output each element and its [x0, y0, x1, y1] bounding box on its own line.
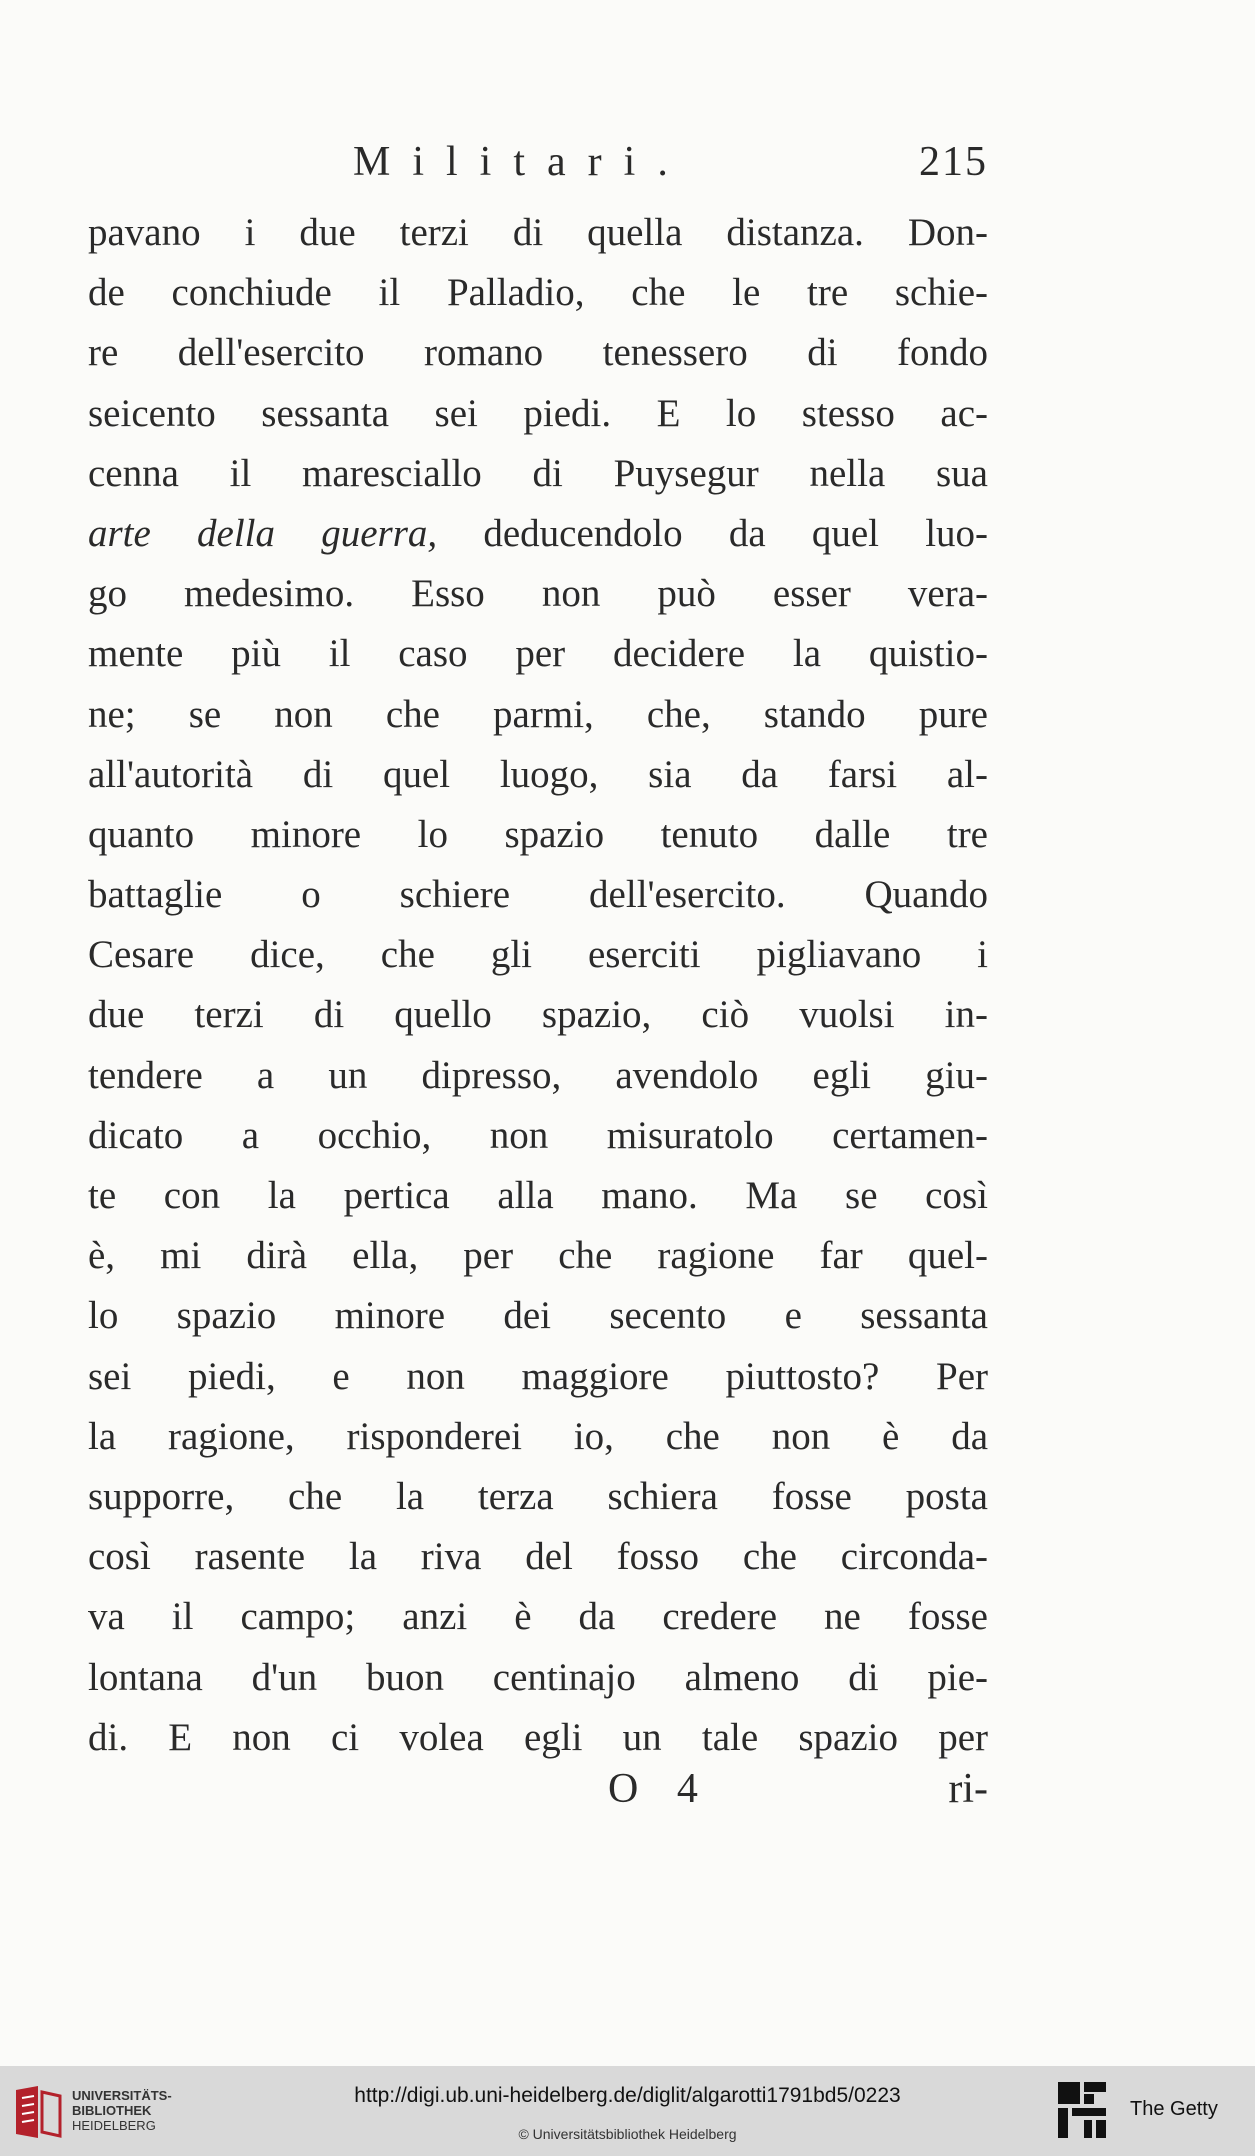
text-line: go medesimo. Esso non può esser vera-: [88, 572, 988, 616]
text-line: due terzi di quello spazio, ciò vuolsi in-: [88, 993, 988, 1037]
text-line: all'autorità di quel luogo, sia da farsi al-: [88, 752, 988, 796]
text-line: dicato a occhio, non misuratolo certamen-: [88, 1113, 988, 1157]
text-line: è, mi dirà ella, per che ragione far quel-: [88, 1234, 988, 1278]
text-line: mente più il caso per decidere la quistio-: [88, 632, 988, 676]
text-line: tendere a un dipresso, avendolo egli giu-: [88, 1053, 988, 1097]
running-title: Militari.: [353, 139, 690, 185]
text-line: pavano i due terzi di quella distanza. Don-: [88, 211, 988, 254]
text-line: battaglie o schiere dell'esercito. Quando: [88, 873, 988, 917]
signature-mark: O 4: [608, 1766, 712, 1812]
body-text: [88, 203, 988, 1768]
text-line: la ragione, risponderei io, che non è da: [88, 1414, 988, 1458]
library-name-line-3: HEIDELBERG: [72, 2118, 156, 2133]
text-line: va il campo; anzi è da credere ne fosse: [88, 1595, 988, 1639]
text-line: Cesare dice, che gli eserciti pigliavano i: [88, 933, 988, 977]
text-line: seicento sessanta sei piedi. E lo stesso ac-: [88, 391, 988, 435]
running-head: [88, 138, 988, 198]
text-line: lo spazio minore dei secento e sessanta: [88, 1294, 988, 1338]
page-footer-line: [88, 1765, 988, 1825]
catchword: ri-: [948, 1766, 988, 1812]
text-line: ne; se non che parmi, che, stando pure: [88, 692, 988, 736]
text-line-italic: [88, 504, 988, 564]
page-number: 215: [919, 139, 988, 185]
text-line: di. E non ci volea egli un tale spazio per: [88, 1715, 988, 1759]
text-line: te con la pertica alla mano. Ma se così: [88, 1174, 988, 1217]
copyright-notice: © Universitätsbibliothek Heidelberg: [518, 2126, 737, 2142]
text-line: de conchiude il Palladio, che le tre schie-: [88, 271, 988, 315]
text-line: lontana d'un buon centinajo almeno di pie-: [88, 1655, 988, 1699]
italic-title: arte della guerra,: [88, 511, 438, 555]
text-line: cenna il maresciallo di Puysegur nella sua: [88, 451, 988, 495]
text-line: quanto minore lo spazio tenuto dalle tre: [88, 812, 988, 856]
permalink-url[interactable]: http://digi.ub.uni-heidelberg.de/diglit/algarotti1791bd5/0223: [354, 2084, 901, 2107]
library-name-line-2: BIBLIOTHEK: [72, 2103, 152, 2118]
text-line-rest: deducendolo da quel luo-: [483, 511, 988, 555]
getty-logo-icon: [1056, 2080, 1108, 2142]
text-line: re dell'esercito romano tenessero di fondo: [88, 331, 988, 375]
text-line: sei piedi, e non maggiore piuttosto? Per: [88, 1354, 988, 1398]
viewer-footer-bar: [0, 2066, 1255, 2156]
text-line: così rasente la riva del fosso che circonda-: [88, 1535, 988, 1579]
partner-name: The Getty: [1130, 2098, 1218, 2120]
text-line: supporre, che la terza schiera fosse posta: [88, 1474, 988, 1518]
library-name-line-1: UNIVERSITÄTS-: [72, 2088, 172, 2103]
